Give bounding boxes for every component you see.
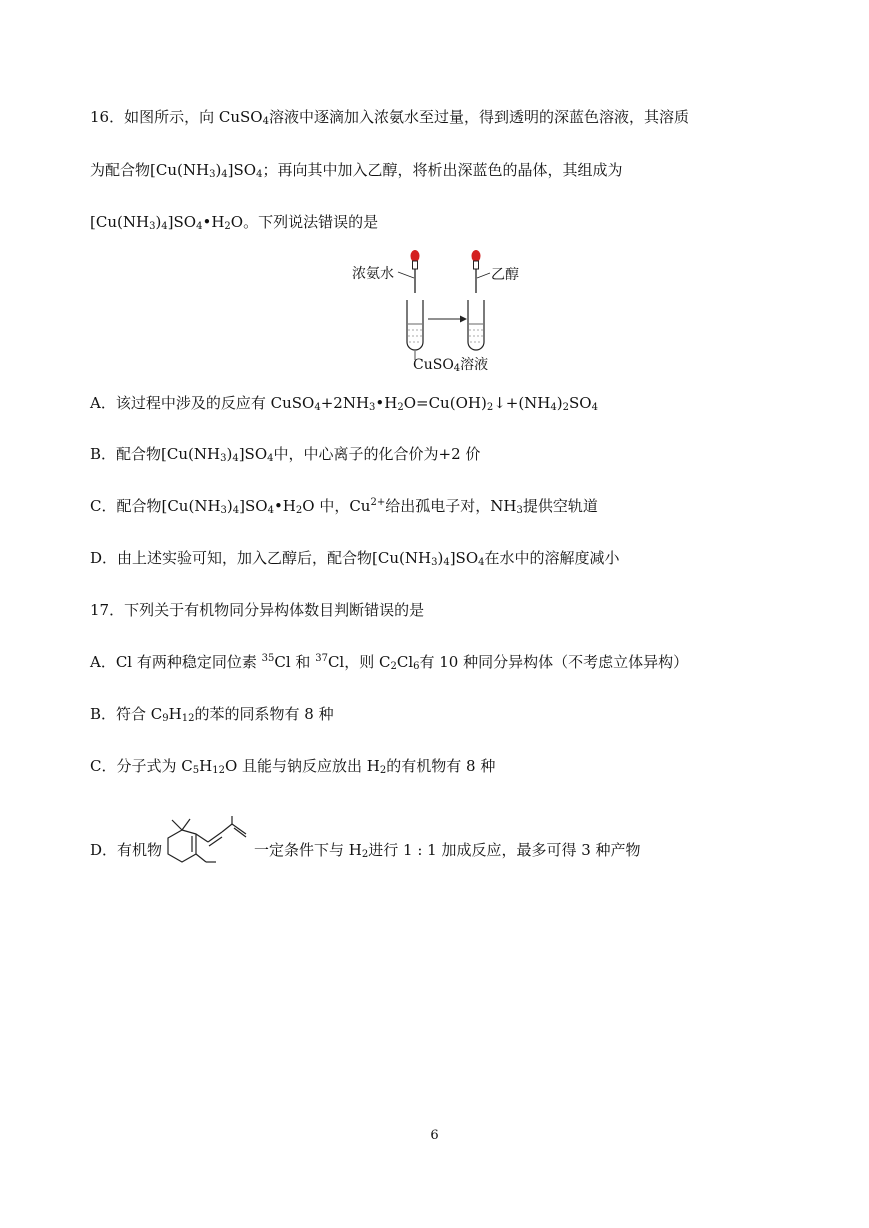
superscript: 35 bbox=[261, 653, 275, 664]
text: 溶液中逐滴加入浓氨水至过量，得到透明的深蓝色溶液，其溶质 bbox=[268, 108, 689, 126]
subscript: 3 bbox=[220, 453, 227, 464]
text: [Cu(NH bbox=[90, 213, 150, 231]
left-dropper bbox=[398, 250, 420, 293]
text: C．配合物[Cu(NH bbox=[90, 497, 221, 515]
subscript: 3 bbox=[209, 169, 216, 180]
q16-stem-line2 bbox=[90, 160, 623, 180]
subscript: 4 bbox=[314, 402, 321, 413]
text: ) bbox=[226, 497, 233, 515]
text: ；再向其中加入乙醇，将析出深蓝色的晶体，其组成为 bbox=[262, 161, 623, 179]
text: ]SO bbox=[227, 161, 257, 179]
q17-stem bbox=[90, 600, 424, 620]
subscript: 4 bbox=[262, 116, 269, 127]
organic-molecule-structure bbox=[162, 816, 254, 878]
subscript: 12 bbox=[212, 765, 225, 776]
text: ]SO bbox=[167, 213, 197, 231]
subscript: 4 bbox=[591, 402, 598, 413]
text: 的有机物有 8 种 bbox=[386, 757, 496, 775]
text: ↓+(NH bbox=[493, 394, 551, 412]
subscript: 3 bbox=[149, 221, 156, 232]
q17-option-a bbox=[90, 652, 688, 672]
label-ammonia: 浓氨水 bbox=[352, 266, 394, 282]
text: O。下列说法错误的是 bbox=[230, 213, 379, 231]
text: 16．如图所示，向 CuSO bbox=[90, 108, 263, 126]
text: A．该过程中涉及的反应有 CuSO bbox=[90, 394, 315, 412]
text: O=Cu(OH) bbox=[403, 394, 487, 412]
q16-option-a bbox=[90, 393, 598, 413]
text: Cl 和 bbox=[274, 653, 316, 671]
subscript: 9 bbox=[162, 713, 169, 724]
subscript: 4 bbox=[232, 453, 239, 464]
text: D．有机物 bbox=[90, 841, 163, 859]
subscript: 4 bbox=[196, 221, 203, 232]
text: ]SO bbox=[238, 445, 268, 463]
text: B．符合 C bbox=[90, 705, 163, 723]
text: B．配合物[Cu(NH bbox=[90, 445, 221, 463]
q16-stem-line3 bbox=[90, 212, 378, 232]
subscript: 2 bbox=[295, 505, 303, 516]
subscript: 4 bbox=[443, 557, 450, 568]
subscript: 2 bbox=[379, 765, 387, 776]
text: A．Cl 有两种稳定同位素 bbox=[90, 653, 262, 671]
subscript: 5 bbox=[192, 765, 200, 776]
subscript: 3 bbox=[516, 505, 523, 516]
q16-option-d bbox=[90, 548, 620, 568]
label-cuso4-solution bbox=[413, 354, 488, 374]
text: 溶液 bbox=[460, 357, 489, 373]
text: 给出孤电子对，NH bbox=[385, 497, 517, 515]
subscript: 4 bbox=[453, 363, 461, 374]
text: H bbox=[168, 705, 182, 723]
text: 中，中心离子的化合价为+2 价 bbox=[273, 445, 481, 463]
q17-option-c bbox=[90, 756, 495, 776]
text: Cl，则 C bbox=[327, 653, 391, 671]
text: C．分子式为 C bbox=[90, 757, 193, 775]
left-test-tube bbox=[407, 300, 423, 360]
dropper-bulb-left bbox=[411, 250, 420, 262]
text: SO bbox=[569, 394, 592, 412]
subscript: 3 bbox=[431, 557, 438, 568]
text: Cl bbox=[396, 653, 414, 671]
subscript: 6 bbox=[413, 661, 420, 672]
subscript: 4 bbox=[550, 402, 557, 413]
text: 17．下列关于有机物同分异构体数目判断错误的是 bbox=[90, 601, 425, 619]
skeletal-formula bbox=[162, 816, 254, 878]
q17-option-d bbox=[90, 820, 641, 882]
text: O 且能与钠反应放出 H bbox=[224, 757, 380, 775]
subscript: 3 bbox=[369, 402, 376, 413]
superscript: 2+ bbox=[370, 497, 386, 508]
dropper-bulb-right bbox=[472, 250, 481, 262]
text: •H bbox=[375, 394, 398, 412]
subscript: 4 bbox=[256, 169, 263, 180]
subscript: 2 bbox=[397, 402, 404, 413]
q16-option-b bbox=[90, 444, 480, 464]
process-arrow bbox=[428, 316, 467, 323]
right-dropper bbox=[472, 250, 491, 293]
subscript: 4 bbox=[232, 505, 240, 516]
subscript: 3 bbox=[220, 505, 227, 516]
subscript: 4 bbox=[478, 557, 485, 568]
text: ) bbox=[155, 213, 162, 231]
text: 在水中的溶解度减小 bbox=[484, 549, 620, 567]
label-ethanol: 乙醇 bbox=[491, 267, 519, 283]
text: ) bbox=[556, 394, 563, 412]
text: •H bbox=[273, 497, 296, 515]
text: D．由上述实验可知，加入乙醇后，配合物[Cu(NH bbox=[90, 549, 432, 567]
text: 一定条件下与 H bbox=[254, 841, 362, 859]
page-number: 6 bbox=[430, 1128, 439, 1143]
subscript: 2 bbox=[486, 402, 494, 413]
text: •H bbox=[202, 213, 225, 231]
text: +2NH bbox=[320, 394, 370, 412]
text: 为配合物[Cu(NH bbox=[90, 161, 210, 179]
q16-option-c bbox=[90, 496, 598, 516]
subscript: 4 bbox=[267, 453, 274, 464]
text: ) bbox=[226, 445, 233, 463]
subscript: 2 bbox=[224, 221, 231, 232]
subscript: 2 bbox=[361, 849, 369, 860]
q17-option-b bbox=[90, 704, 334, 724]
text: ) bbox=[437, 549, 444, 567]
text: ]SO bbox=[449, 549, 479, 567]
text: ) bbox=[215, 161, 222, 179]
experiment-figure bbox=[340, 248, 540, 378]
text: 的苯的同系物有 8 种 bbox=[194, 705, 334, 723]
text: 提供空轨道 bbox=[522, 497, 598, 515]
right-test-tube bbox=[468, 300, 484, 350]
subscript: 2 bbox=[390, 661, 397, 672]
text: O 中，Cu bbox=[302, 497, 371, 515]
subscript: 2 bbox=[562, 402, 569, 413]
subscript: 12 bbox=[181, 713, 195, 724]
subscript: 4 bbox=[267, 505, 274, 516]
subscript: 4 bbox=[161, 221, 168, 232]
superscript: 37 bbox=[315, 653, 328, 664]
text: 进行 1 : 1 加成反应，最多可得 3 种产物 bbox=[368, 841, 641, 859]
q16-stem-line1 bbox=[90, 107, 689, 127]
text: CuSO bbox=[413, 357, 454, 373]
text: 有 10 种同分异构体（不考虑立体异构） bbox=[419, 653, 689, 671]
subscript: 4 bbox=[221, 169, 228, 180]
text: H bbox=[199, 757, 213, 775]
text: ]SO bbox=[239, 497, 268, 515]
